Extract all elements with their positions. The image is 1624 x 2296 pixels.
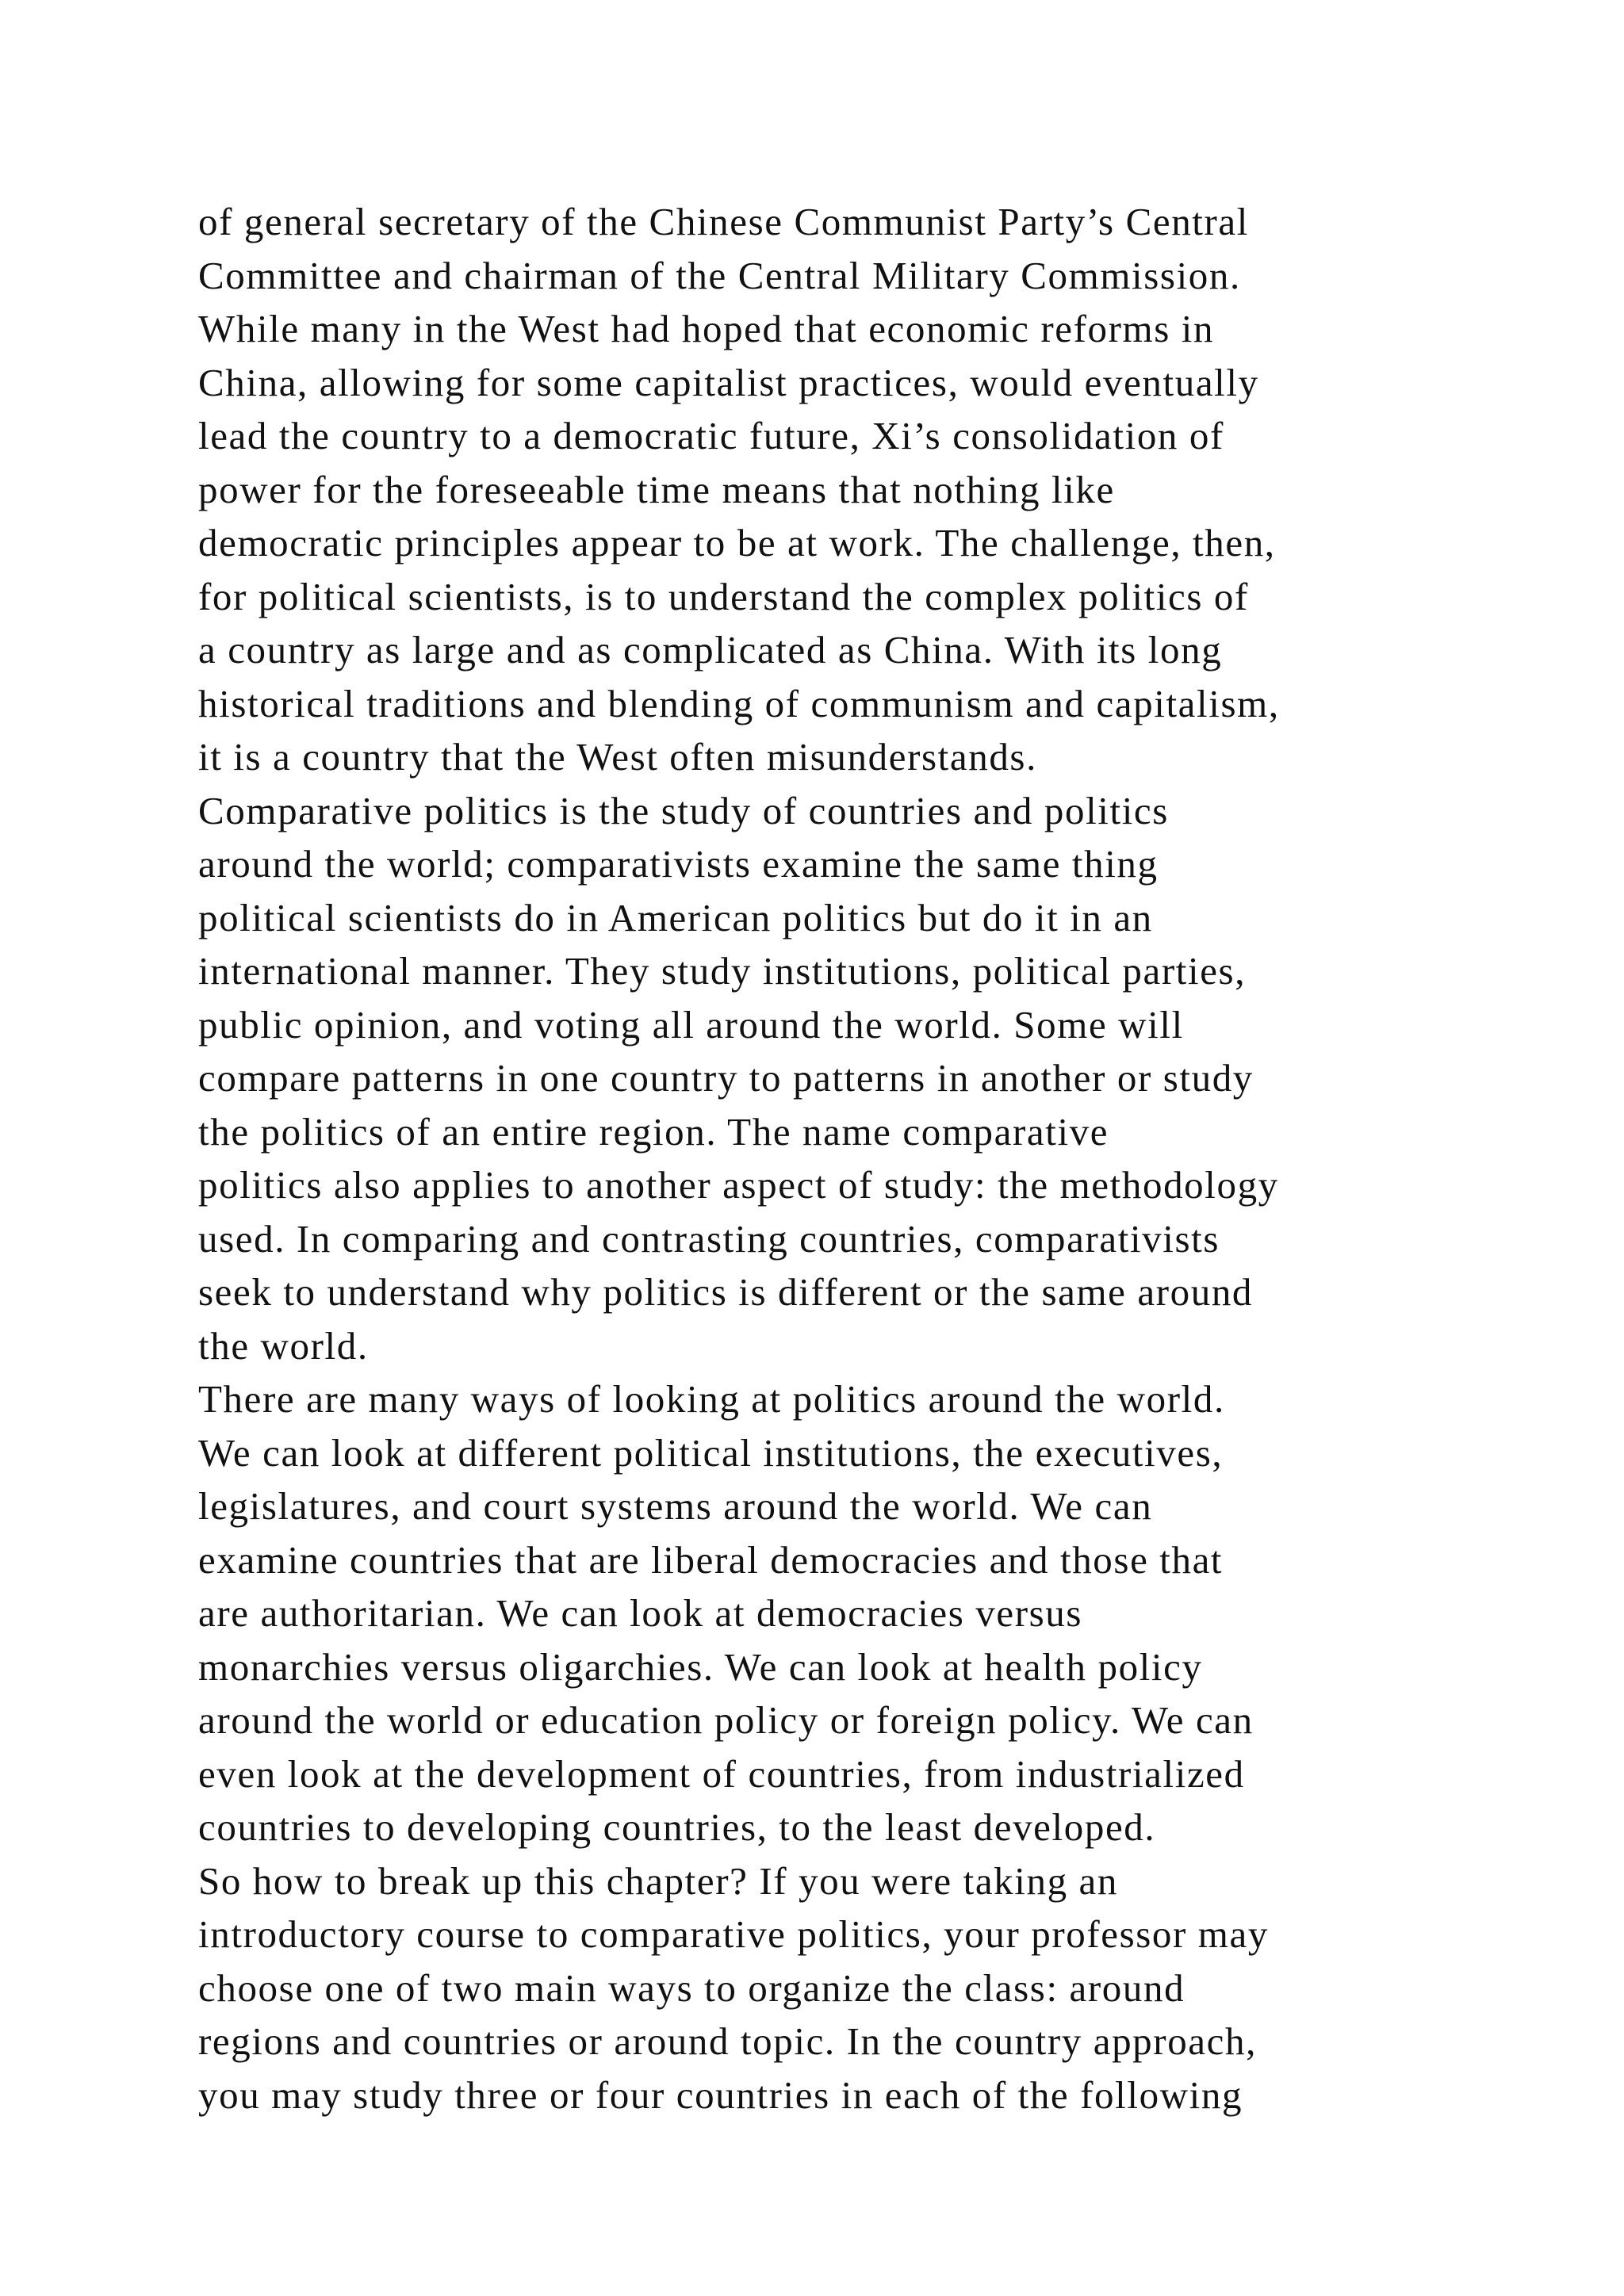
text-line: countries to developing countries, to the least developed. xyxy=(198,1805,1156,1849)
text-line: around the world or education policy or foreign policy. We can xyxy=(198,1698,1254,1742)
text-line: for political scientists, is to understand the complex politics of xyxy=(198,574,1249,618)
text-line: democratic principles appear to be at work. The challenge, then, xyxy=(198,521,1276,564)
text-line: even look at the development of countries, from industrialized xyxy=(198,1751,1245,1796)
text-line: choose one of two main ways to organize the class: around xyxy=(198,1965,1185,2010)
text-line: monarchies versus oligarchies. We can look at health policy xyxy=(198,1644,1203,1689)
body-text xyxy=(198,195,1499,2122)
text-line: public opinion, and voting all around the world. Some will xyxy=(198,1002,1184,1047)
text-line: it is a country that the West often misunderstands. xyxy=(198,735,1037,779)
text-line: There are many ways of looking at politics around the world. xyxy=(198,1377,1225,1421)
text-line: historical traditions and blending of communism and capitalism, xyxy=(198,681,1280,725)
text-line: China, allowing for some capitalist practices, would eventually xyxy=(198,360,1259,404)
text-line: are authoritarian. We can look at democracies versus xyxy=(198,1591,1083,1635)
text-line: We can look at different political institutions, the executives, xyxy=(198,1430,1224,1475)
text-line: Committee and chairman of the Central Military Commission. xyxy=(198,253,1241,297)
text-line: a country as large and as complicated as China. With its long xyxy=(198,628,1223,672)
text-line: you may study three or four countries in each of the following xyxy=(198,2072,1243,2117)
text-line: the world. xyxy=(198,1323,369,1368)
text-line: around the world; comparativists examine the same thing xyxy=(198,842,1159,886)
text-line: international manner. They study institutions, political parties, xyxy=(198,949,1247,993)
text-line: seek to understand why politics is different or the same around xyxy=(198,1270,1254,1314)
text-line: political scientists do in American politics but do it in an xyxy=(198,895,1153,939)
text-line: lead the country to a democratic future, Xi’s consolidation of xyxy=(198,414,1224,457)
text-line: the politics of an entire region. The name comparative xyxy=(198,1109,1109,1154)
text-line: So how to break up this chapter? If you were taking an xyxy=(198,1858,1118,1903)
text-line: regions and countries or around topic. In the country approach, xyxy=(198,2019,1257,2063)
text-line: politics also applies to another aspect of study: the methodology xyxy=(198,1163,1279,1207)
text-line: Comparative politics is the study of countries and politics xyxy=(198,788,1169,832)
text-line: examine countries that are liberal democracies and those that xyxy=(198,1537,1224,1582)
text-line: of general secretary of the Chinese Communist Party’s Central xyxy=(198,200,1249,243)
text-line: legislatures, and court systems around the world. We can xyxy=(198,1484,1153,1528)
text-line: While many in the West had hoped that economic reforms in xyxy=(198,307,1215,350)
text-line: used. In comparing and contrasting countries, comparativists xyxy=(198,1216,1220,1261)
text-line: power for the foreseeable time means that nothing like xyxy=(198,467,1115,511)
text-line: compare patterns in one country to patterns in another or study xyxy=(198,1056,1254,1100)
text-line: introductory course to comparative politics, your professor may xyxy=(198,1912,1269,1956)
